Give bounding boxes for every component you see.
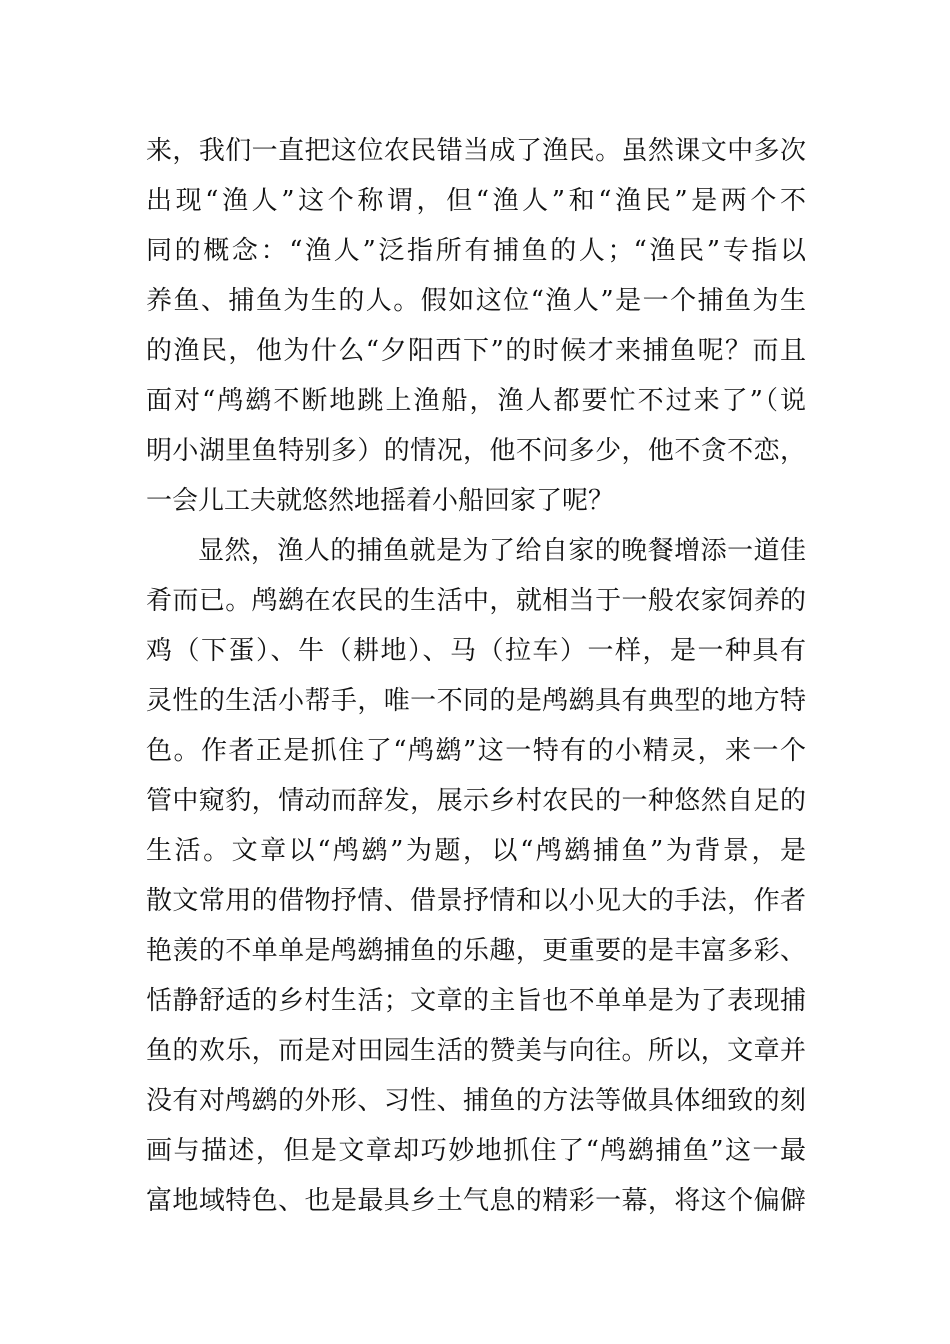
text-line: 散文常用的借物抒情、借景抒情和以小见大的手法，作者 xyxy=(146,886,806,916)
text-line: 来，我们一直把这位农民错当成了渔民。虽然课文中多次 xyxy=(146,136,806,166)
text-line: 养鱼、捕鱼为生的人。假如这位“渔人”是一个捕鱼为生 xyxy=(146,286,806,316)
text-line: 明小湖里鱼特别多）的情况，他不问多少，他不贪不恋， xyxy=(146,436,806,466)
text-line: 画与描述，但是文章却巧妙地抓住了“鸬鹚捕鱼”这一最 xyxy=(146,1136,806,1166)
text-line: 出现“渔人”这个称谓，但“渔人”和“渔民”是两个不 xyxy=(146,186,806,216)
text-line: 恬静舒适的乡村生活；文章的主旨也不单单是为了表现捕 xyxy=(146,986,806,1016)
text-line: 面对“鸬鹚不断地跳上渔船，渔人都要忙不过来了”（说 xyxy=(146,386,806,416)
text-line: 鱼的欢乐，而是对田园生活的赞美与向往。所以，文章并 xyxy=(146,1036,806,1066)
text-line: 色。作者正是抓住了“鸬鹚”这一特有的小精灵，来一个 xyxy=(146,736,806,766)
text-line: 艳羡的不单单是鸬鹚捕鱼的乐趣，更重要的是丰富多彩、 xyxy=(146,936,806,966)
text-line: 生活。文章以“鸬鹚”为题，以“鸬鹚捕鱼”为背景，是 xyxy=(146,836,806,866)
text-line: 鸡（下蛋）、牛（耕地）、马（拉车）一样，是一种具有 xyxy=(146,636,806,666)
text-line: 肴而已。鸬鹚在农民的生活中，就相当于一般农家饲养的 xyxy=(146,586,806,616)
text-line: 同的概念：“渔人”泛指所有捕鱼的人；“渔民”专指以 xyxy=(146,236,806,266)
body-text xyxy=(146,126,806,1226)
text-line: 显然，渔人的捕鱼就是为了给自家的晚餐增添一道佳 xyxy=(198,536,806,566)
text-line: 没有对鸬鹚的外形、习性、捕鱼的方法等做具体细致的刻 xyxy=(146,1086,806,1116)
text-line: 的渔民，他为什么“夕阳西下”的时候才来捕鱼呢？而且 xyxy=(146,336,806,366)
text-line: 管中窥豹，情动而辞发，展示乡村农民的一种悠然自足的 xyxy=(146,786,806,816)
text-line: 灵性的生活小帮手，唯一不同的是鸬鹚具有典型的地方特 xyxy=(146,686,806,716)
text-line: 一会儿工夫就悠然地摇着小船回家了呢？ xyxy=(146,486,615,516)
text-line: 富地域特色、也是最具乡土气息的精彩一幕，将这个偏僻 xyxy=(146,1186,806,1216)
